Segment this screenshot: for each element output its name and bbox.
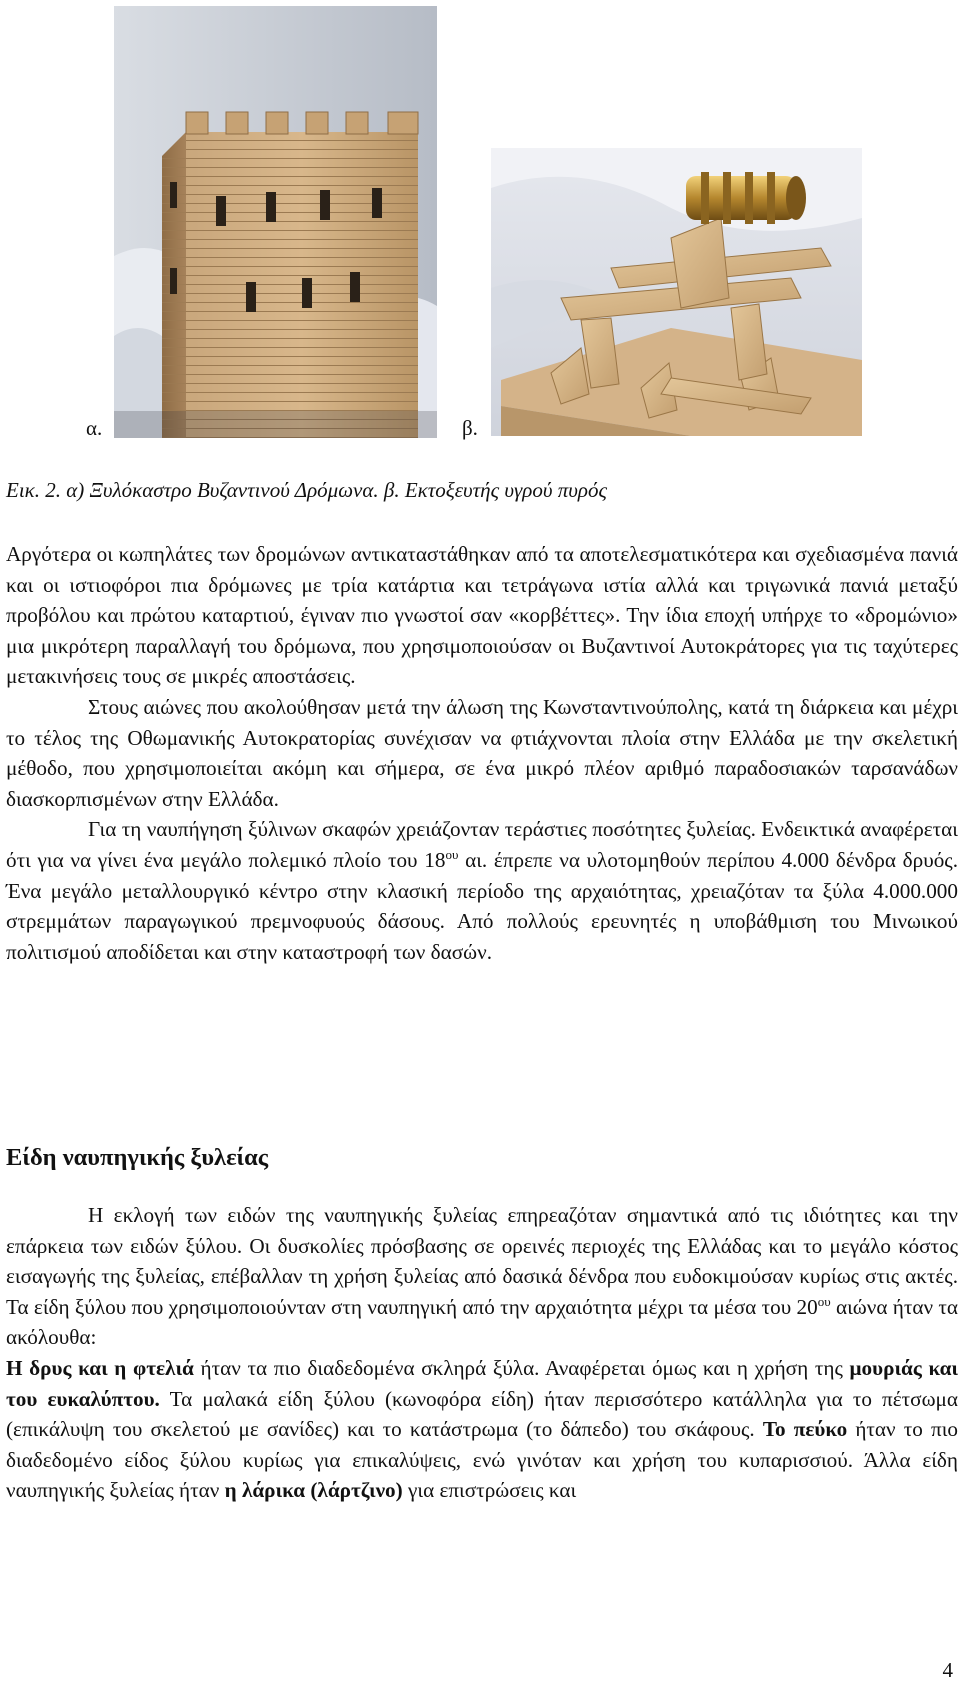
launcher-model-photo: [491, 148, 862, 436]
castle-model-illustration: [114, 6, 437, 438]
bold-term: Το πεύκο: [762, 1417, 848, 1442]
text-span: ήταν το πιο διαδεδομένο είδος ξύλου κυρίως για επικαλύψεις, ενώ γινόταν και χρήση του κυπαρισσιού. Άλλα είδη ναυπηγικής ξυλείας ήταν: [6, 1417, 958, 1503]
text-span: αι. έπρεπε να υλοτομηθούν περίπου 4.000 δένδρα δρυός. Ένα μεγάλο μεταλλουργικό κέντρο στην κλασική περίοδο της αρχαιότητας, χρειαζόταν τα ξύλα 4.000.000 στρεμμάτων παραγωγικού πρεμνοφυούς δάσους. Από πολλούς ερευνητές η υποβάθμιση του Μινωικού πολιτισμού αποδίδεται και στην καταστροφή των δασών.: [6, 847, 958, 964]
figure-label-b: β.: [462, 416, 478, 440]
figure-caption: Εικ. 2. α) Ξυλόκαστρο Βυζαντινού Δρόμωνα. β. Εκτοξευτής υγρού πυρός: [6, 478, 608, 502]
paragraph-wood-selection: [6, 1200, 958, 1353]
text-span: Η εκλογή των ειδών της ναυπηγικής ξυλείας επηρεαζόταν σημαντικά από τις ιδιότητες και την επάρκεια των ειδών ξύλου. Οι δυσκολίες πρόσβασης σε ορεινές περιοχές της Ελλάδας και το μεγάλο κόστος εισαγωγής της ξυλείας, επέβαλλαν τη χρήση ξυλείας από δασικά δένδρα που ευδοκιμούσαν κυρίως στις ακτές. Τα είδη ξύλου που χρησιμοποιούνταν στη ναυπηγική από την αρχαιότητα μέχρι τα μέσα του 20: [6, 1203, 958, 1319]
text-span: αιώνα ήταν τα ακόλουθα:: [6, 1294, 958, 1350]
bold-term: μουριάς και του ευκαλύπτου.: [6, 1355, 959, 1411]
text-span: ήταν τα πιο διαδεδομένα σκληρά ξύλα. Αναφέρεται όμως και η χρήση της: [193, 1355, 850, 1380]
text-span: Τα μαλακά είδη ξύλου (κωνοφόρα είδη) ήταν περισσότερο κατάλληλα για το πέτσωμα (επικάλυψη του σκελετού με σανίδες) και το κατάστρωμα (το δάπεδο) του σκάφους.: [6, 1386, 958, 1442]
superscript: ου: [445, 846, 459, 862]
body-text-block-2: [6, 1200, 958, 1506]
launcher-model-illustration: [491, 148, 862, 436]
paragraph-wood-types: [6, 1353, 958, 1506]
paragraph-ottoman-period: Στους αιώνες που ακολούθησαν μετά την άλωση της Κωνσταντινούπολης, κατά τη διάρκεια και μέχρι το τέλος της Οθωμανικής Αυτοκρατορίας συνέχισαν να φτιάχνονται πλοία στην Ελλάδα με την σκελετική μέθοδο, που χρησιμοποιείται ακόμη και σήμερα, σε ένα μικρό πλέον αριθμό παραδοσιακών ταρσανάδων διασκορπισμένων στην Ελλάδα.: [6, 694, 958, 811]
paragraph-timber-quantities: [6, 814, 958, 967]
bold-term: η λάρικα (λάρτζινο): [224, 1478, 403, 1503]
section-heading: Είδη ναυπηγικής ξυλείας: [6, 1144, 269, 1171]
superscript: ου: [817, 1293, 831, 1309]
paragraph-drominon: Αργότερα οι κωπηλάτες των δρομώνων αντικαταστάθηκαν από τα αποτελεσματικότερα και σχεδιασμένα πανιά και οι ιστιοφόροι πια δρόμωνες με τρία κατάρτια και τετράγωνα ιστία αλλά και τριγωνικά πανιά μεταξύ προβόλου και πρώτου καταρτιού, έγιναν πιο γνωστοί σαν «κορβέττες». Την ίδια εποχή υπήρχε το «δρομώνιο» μια μικρότερη παραλλαγή του δρόμωνα, που χρησιμοποιούσαν οι Βυζαντινοί Αυτοκράτορες για τις ταχύτερες μετακινήσεις τους σε μικρές αποστάσεις.: [6, 542, 958, 689]
figure-label-a: α.: [86, 416, 103, 440]
text-span: Για τη ναυπήγηση ξύλινων σκαφών χρειάζονταν τεράστιες ποσότητες ξυλείας. Ενδεικτικά αναφέρεται ότι για να γίνει ένα μεγάλο πολεμικό πλοίο του 18: [6, 817, 958, 872]
bold-term: Η δρυς και η φτελιά: [6, 1355, 194, 1380]
castle-model-photo: [114, 6, 437, 438]
body-text-block-1: [6, 539, 958, 967]
page-number: 4: [942, 1658, 953, 1682]
text-span: για επιστρώσεις και: [402, 1478, 577, 1503]
